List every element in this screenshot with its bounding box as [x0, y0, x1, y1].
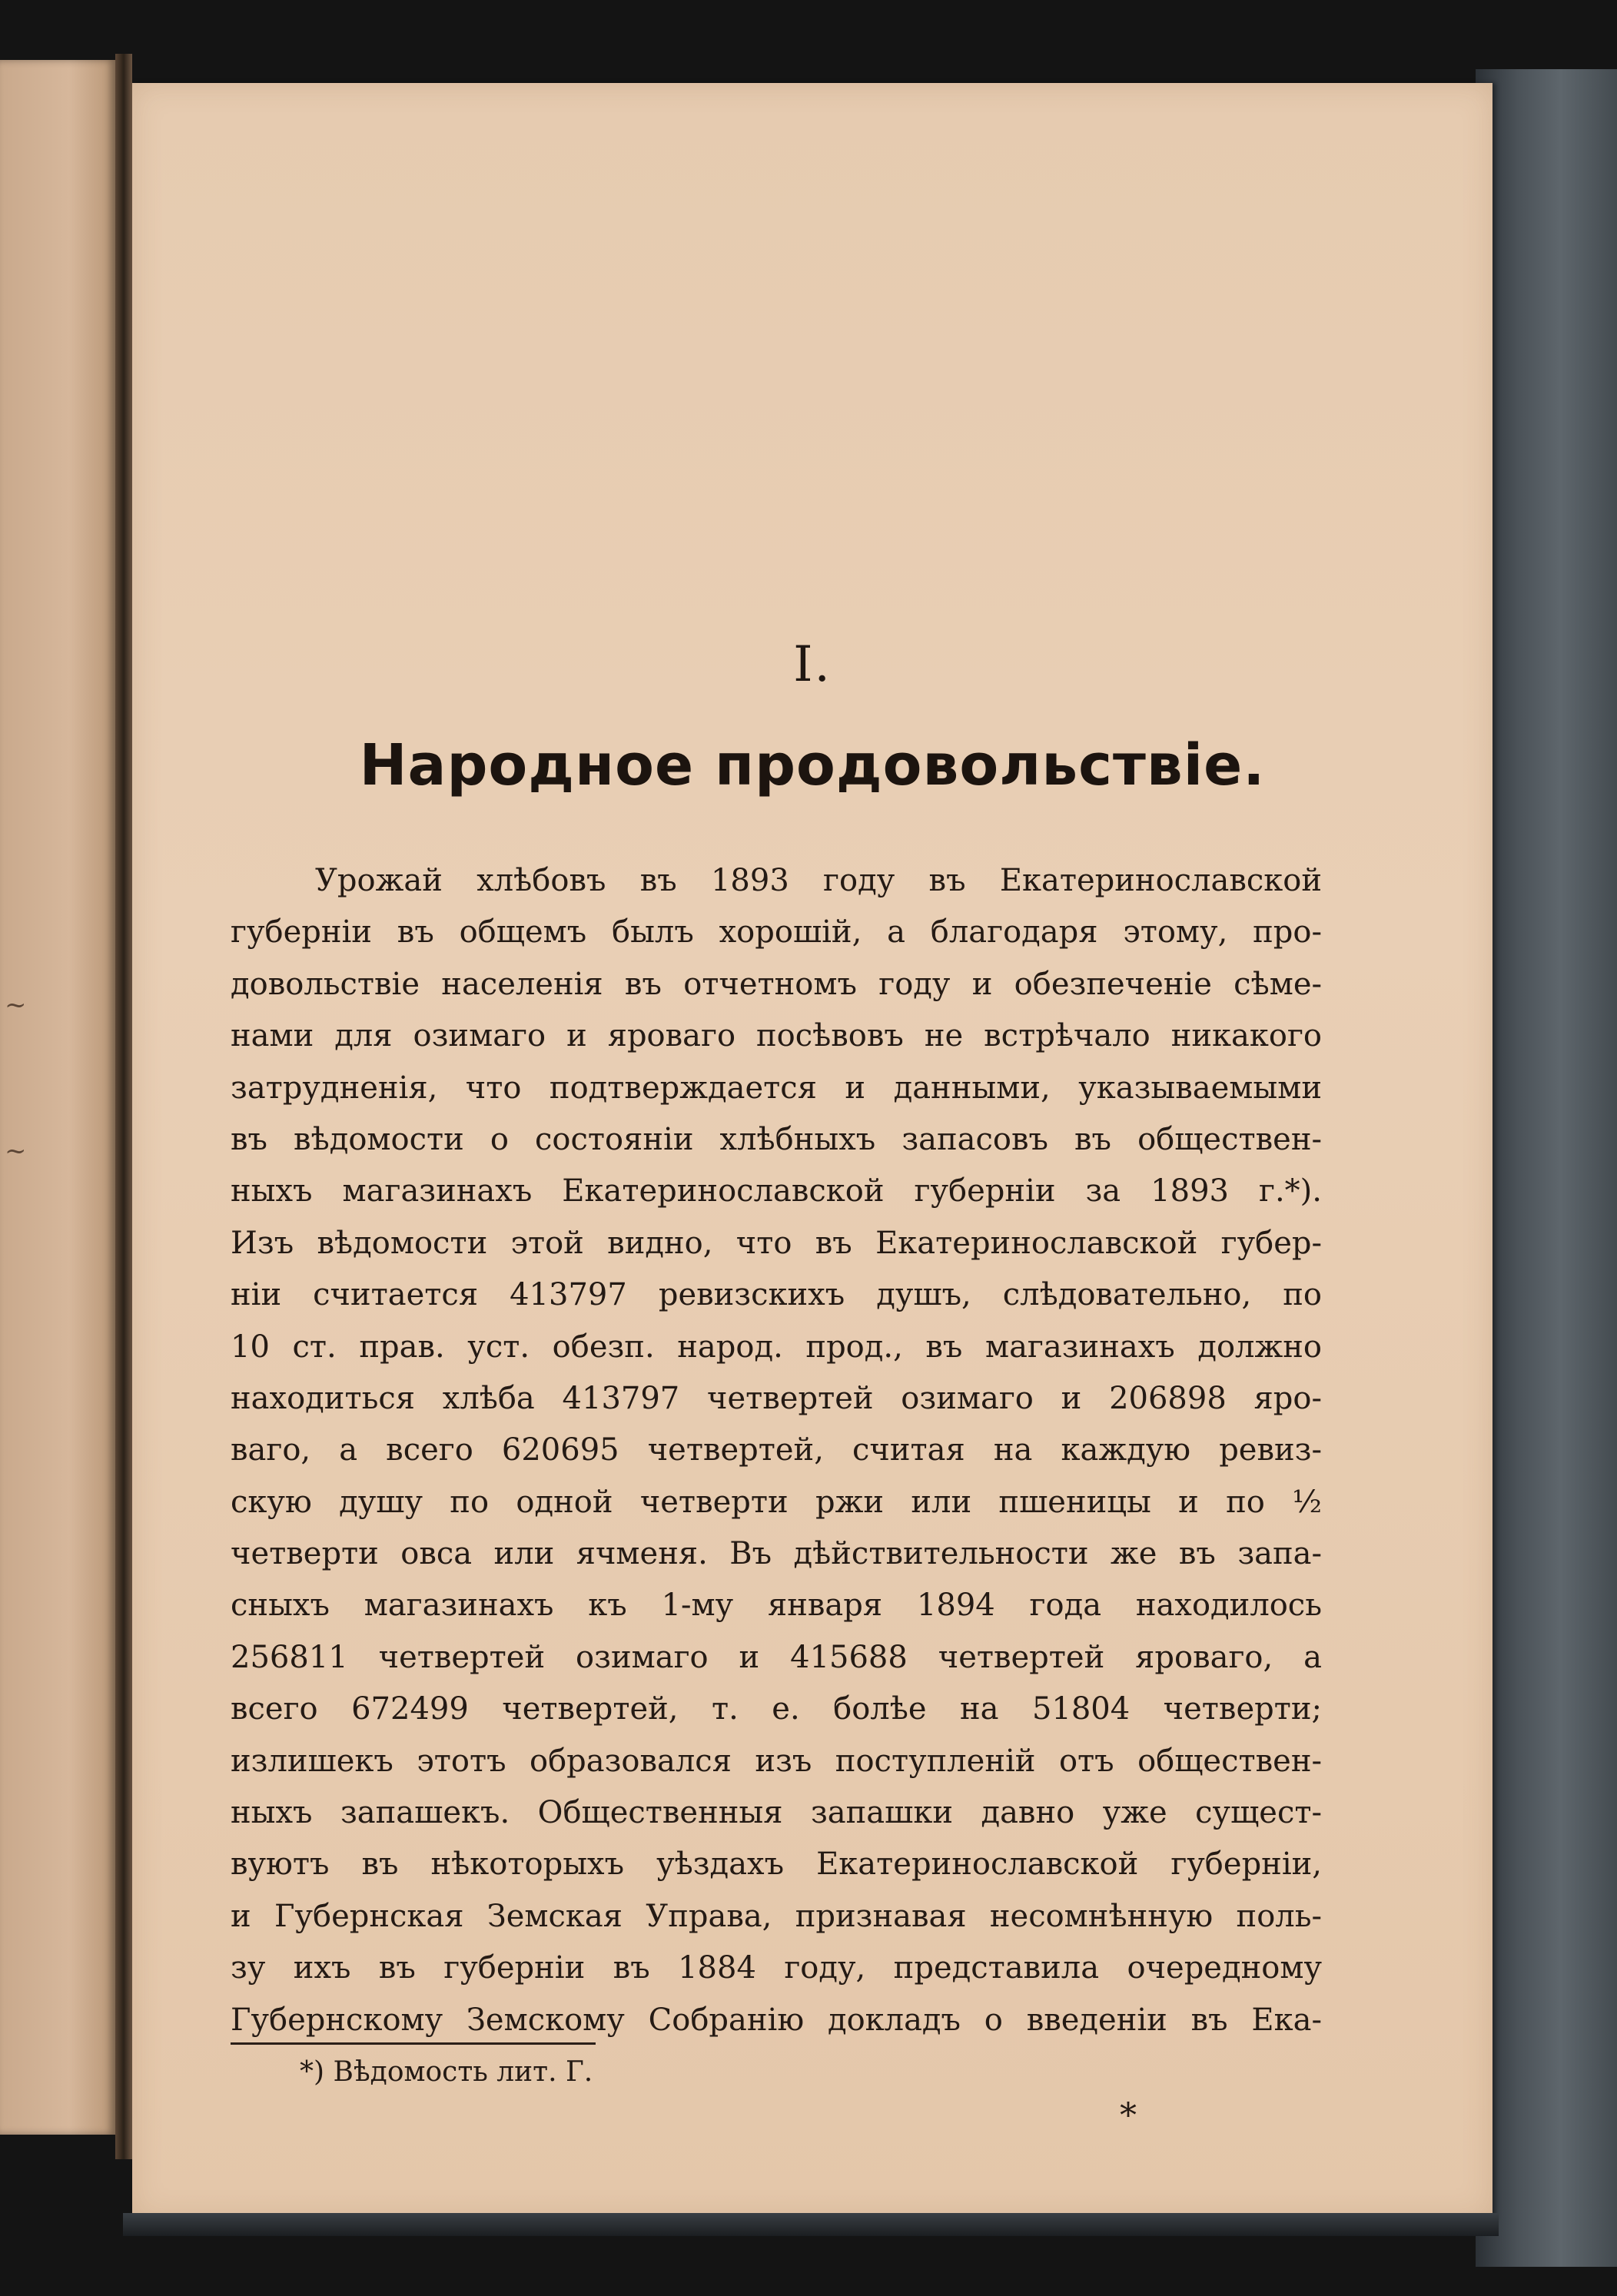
section-title: Народное продовольствіе.	[359, 732, 1266, 798]
text-line: скую душу по одной четверти ржи или пшеницы и по ½	[231, 1484, 1322, 1520]
book-cover-edge	[1476, 69, 1617, 2267]
text-line: ніи считается 413797 ревизскихъ душъ, слѣдовательно, по	[231, 1277, 1322, 1313]
text-line: Урожай хлѣбовъ въ 1893 году въ Екатеринославской	[315, 863, 1322, 898]
text-line: ныхъ магазинахъ Екатеринославской губерніи за 1893 г.*).	[231, 1173, 1322, 1209]
book-page	[132, 83, 1492, 2219]
margin-mark: ~	[5, 990, 27, 1020]
text-line: ныхъ запашекъ. Общественныя запашки давно уже сущест-	[231, 1795, 1322, 1831]
margin-mark: ~	[5, 1136, 27, 1166]
text-line: всего 672499 четвертей, т. е. болѣе на 51804 четверти;	[231, 1691, 1322, 1727]
text-line: находиться хлѣба 413797 четвертей озимаго и 206898 яро-	[231, 1380, 1322, 1416]
text-line: излишекъ этотъ образовался изъ поступленій отъ обществен-	[231, 1743, 1322, 1779]
text-line: 10 ст. прав. уст. обезп. народ. прод., въ магазинахъ должно	[231, 1329, 1322, 1365]
text-line: довольствіе населенія въ отчетномъ году и обезпеченіе сѣме-	[231, 966, 1322, 1002]
section-number: I.	[793, 636, 832, 693]
text-line: губерніи въ общемъ былъ хорошій, а благодаря этому, про-	[231, 914, 1322, 951]
text-line: въ вѣдомости о состояніи хлѣбныхъ запасовъ въ обществен-	[231, 1121, 1322, 1157]
footnote-divider	[231, 2042, 596, 2045]
text-line: зу ихъ въ губерніи въ 1884 году, представила очередному	[231, 1950, 1322, 1986]
body-text	[231, 855, 1322, 2046]
text-line: четверти овса или ячменя. Въ дѣйствительности же въ запа-	[231, 1536, 1322, 1572]
cover-bottom-edge	[123, 2213, 1499, 2236]
footnote: *) Вѣдомость лит. Г.	[300, 2056, 593, 2088]
text-line: сныхъ магазинахъ къ 1-му января 1894 года находилось	[231, 1588, 1322, 1624]
text-line: нами для озимаго и яроваго посѣвовъ не встрѣчало никакого	[231, 1018, 1322, 1054]
text-line: затрудненія, что подтверждается и данными, указываемыми	[231, 1070, 1322, 1106]
text-line: Губернскому Земскому Собранію докладъ о введеніи въ Ека-	[231, 2002, 1322, 2038]
text-line: Изъ вѣдомости этой видно, что въ Екатеринославской губер-	[231, 1225, 1322, 1261]
text-line: 256811 четвертей озимаго и 415688 четвертей яроваго, а	[231, 1639, 1322, 1675]
text-line: ваго, а всего 620695 четвертей, считая на каждую ревиз-	[231, 1432, 1322, 1468]
previous-page-edge	[0, 60, 115, 2135]
text-line: и Губернская Земская Управа, признавая несомнѣнную поль-	[231, 1898, 1322, 1934]
signature-mark: *	[1120, 2096, 1137, 2135]
binding-gutter	[115, 54, 132, 2159]
text-line: вуютъ въ нѣкоторыхъ уѣздахъ Екатеринославской губерніи,	[231, 1846, 1322, 1883]
